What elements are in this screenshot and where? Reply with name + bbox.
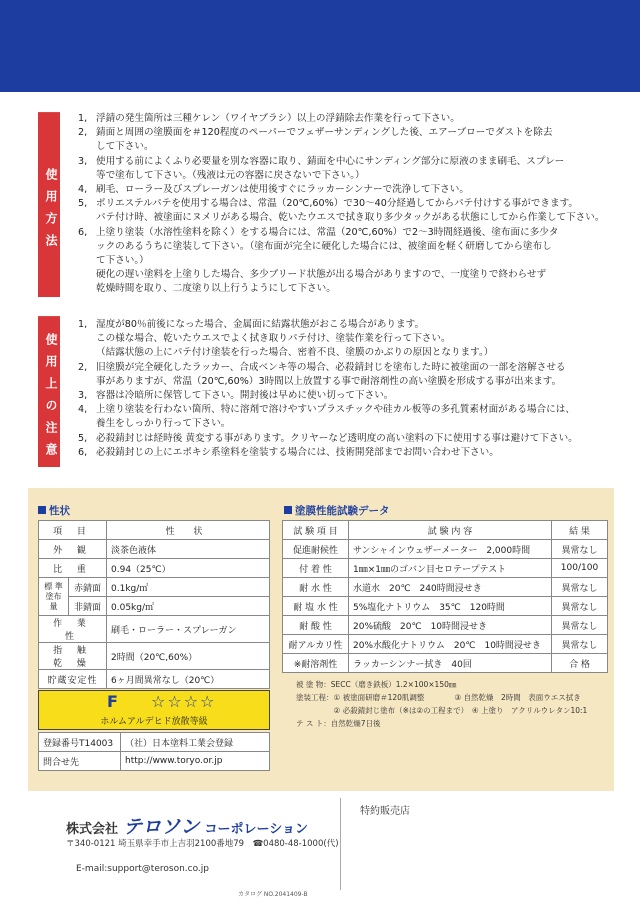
list-item-line: ックのあるうちに塗装して下さい。（塗布面が完全に硬化した場合には、被塗面を軽く研磨してから塗布し	[96, 240, 552, 252]
formaldehyde-caption: ホルムアルデヒド放散等級	[100, 717, 208, 727]
caution-tab-label: 使用上の注意	[38, 317, 60, 467]
table-row	[39, 670, 270, 689]
table-cell: 耐アルカリ性	[283, 635, 349, 654]
list-item-line: 旧塗膜が完全硬化したラッカー、合成ベンキ等の場合、必殺錆封じを塗布した時に被塗面の一部を溶解させる	[96, 361, 566, 373]
list-item-text	[96, 446, 626, 460]
company-address: 〒340-0121 埼玉県幸手市上吉羽2100番地79 ☎0480-48-1000(代)	[66, 839, 339, 849]
company-name: テロソン	[123, 816, 200, 838]
list-item-line: て下さい。）	[96, 255, 149, 267]
table-row	[39, 597, 270, 616]
table-row	[39, 733, 270, 752]
table-header-cell: 性 状	[107, 521, 270, 540]
usage-tab	[38, 112, 60, 296]
list-item-line: 硬化の遅い塗料を上塗りした場合、多少ブリード状態が出る場合がありますので、一度塗りで終わらせず	[96, 269, 547, 281]
list-item	[78, 389, 626, 403]
table-cell: 付 着 性	[283, 559, 349, 578]
table-cell: 非錆面	[69, 597, 107, 616]
table-row	[39, 521, 270, 540]
table-cell: 耐 塩 水 性	[283, 597, 349, 616]
list-item-line: 事がありますが、常温（20℃,60%）3時間以上放置する事で耐溶剤性の高い塗膜を形成する事が出来ます。	[96, 375, 562, 387]
company-email-link[interactable]: E-mail:support@teroson.co.jp	[76, 864, 210, 874]
registration-number: 登録番号T14003	[39, 733, 121, 752]
list-item-line: 浮錆の発生箇所は三種ケレン（ワイヤブラシ）以上の浮錆除去作業を行って下さい。	[96, 113, 460, 124]
list-item	[78, 126, 626, 154]
test-note-line: テ ス ト：自然乾燥7日後	[296, 719, 381, 728]
list-item-number: 4,	[78, 184, 88, 196]
table-cell: 比 重	[39, 559, 107, 578]
table-cell: 異常なし	[552, 578, 608, 597]
list-item-text	[96, 155, 626, 183]
table-header-cell: 試 験 項 目	[283, 521, 349, 540]
list-item-text	[96, 112, 626, 126]
table-cell: 水道水 20℃ 240時間浸せき	[349, 578, 552, 597]
properties-title-text: 性状	[49, 505, 70, 517]
list-item-line: 等で塗布して下さい。（残液は元の容器に戻さないで下さい。）	[96, 169, 365, 181]
table-row	[283, 597, 608, 616]
list-item-line: ポリエステルパテを使用する場合は、常温（20℃,60%）で30〜40分経過してからパテ付けする事ができます。	[96, 198, 578, 210]
usage-list	[78, 112, 626, 297]
list-item-line: 容器は冷暗所に保管して下さい。開封後は早めに使い切って下さい。	[96, 390, 394, 402]
test-note-line: 塗装工程：① 被塗面研磨＃120肌調整 ③ 自然乾燥 2時間 表面ウエス拭き	[296, 693, 581, 702]
table-cell: 異常なし	[552, 597, 608, 616]
test-note-line: 被 塗 物：SECC（磨き鉄板）1.2×100×150㎜	[296, 680, 457, 689]
list-item-line: この様な場合、乾いたウエスでよく拭き取りパテ付け、塗装作業を行って下さい。	[96, 333, 451, 345]
table-cell: 5%塩化ナトリウム 35℃ 120時間	[349, 597, 552, 616]
list-item-number: 2,	[78, 361, 88, 373]
table-cell: 異常なし	[552, 540, 608, 559]
list-item-number: 1,	[78, 113, 88, 124]
list-item-line: 錆面と周囲の塗膜面を＃120程度のペーパーでフェザーサンディングした後、エアーブローでダストを除去	[96, 127, 553, 139]
list-item	[78, 432, 626, 446]
list-item-line: 上塗り塗装を行わない箇所、特に溶剤で溶けやすいプラスチックや硅カル板等の多孔質素材面がある場合には、	[96, 404, 575, 416]
table-row	[283, 540, 608, 559]
properties-title	[38, 503, 70, 518]
header-banner	[0, 0, 640, 92]
table-cell: 赤錆面	[69, 578, 107, 597]
list-item-text	[96, 318, 626, 361]
table-cell: 1㎜×1㎜のゴバン目セロテープテスト	[349, 559, 552, 578]
list-item-line: 刷毛、ローラー及びスプレーガンは使用後すぐにラッカーシンナーで洗浄して下さい。	[96, 184, 469, 196]
company-prefix: 株式会社	[66, 822, 119, 837]
table-row	[39, 752, 270, 771]
list-item-number: 1,	[78, 319, 88, 330]
dealer-label: 特約販売店	[360, 806, 410, 817]
list-item-line: 湿度が80％前後になった場合、金属面に結露状態がおこる場合があります。	[96, 319, 425, 330]
table-cell: 刷毛・ローラー・スプレーガン	[107, 616, 270, 643]
list-item-line: 使用する前によくふり必要量を別な容器に取り、錆面を中心にサンディング部分に原液のまま刷毛、スプレー	[96, 155, 565, 167]
list-item-text	[96, 197, 626, 225]
star-rating-icon: ☆☆☆☆	[151, 692, 217, 711]
list-item-text	[96, 403, 626, 431]
table-row	[39, 559, 270, 578]
footer-divider	[340, 798, 341, 890]
performance-table	[282, 520, 608, 673]
list-item-number: 4,	[78, 404, 88, 416]
list-item-line: 上塗り塗装（水溶性塗料を除く）をする場合には、常温（20℃,60%）で2〜3時間経過後、塗布面に多少タ	[96, 226, 559, 238]
performance-title-text: 塗膜性能試験データ	[295, 505, 390, 517]
table-row	[283, 559, 608, 578]
table-cell: 0.1kg/㎡	[107, 578, 270, 597]
table-cell: 6ヶ月間異常なし（20℃）	[107, 670, 270, 689]
list-item	[78, 446, 626, 460]
properties-table	[38, 520, 270, 689]
list-item-text	[96, 432, 626, 446]
catalog-number: カタログ NO.2041409-B	[238, 891, 308, 898]
list-item	[78, 318, 626, 361]
usage-tab-label: 使用方法	[38, 113, 60, 297]
list-item-line: 必殺錆封じの上にエポキシ系塗料を塗装する場合には、技術開発部までお問い合わせ下さい。	[96, 446, 499, 458]
table-row	[39, 540, 270, 559]
table-cell: 耐 水 性	[283, 578, 349, 597]
caution-list	[78, 318, 626, 460]
table-cell: 作 業 性	[39, 616, 107, 643]
table-row	[39, 643, 270, 670]
test-note-line: ② 必殺錆封じ塗布（※は②の工程まで） ④ 上塗り アクリルウレタン10:1	[296, 706, 588, 715]
list-item-line: 乾燥時間を取り、二度塗り以上行うようにして下さい。	[96, 283, 336, 295]
table-cell: 促進耐候性	[283, 540, 349, 559]
registration-url-link[interactable]: http://www.toryo.or.jp	[121, 752, 270, 771]
table-row	[283, 521, 608, 540]
list-item-text	[96, 361, 626, 389]
table-cell: 外 観	[39, 540, 107, 559]
list-item-line: 必殺錆封じは経時後 黄変する事があります。クリヤーなど透明度の高い塗料の下に使用する事は避けて下さい。	[96, 432, 578, 444]
coverage-label: 標 準 塗布量	[39, 578, 69, 616]
table-cell: 2時間（20℃,60%）	[107, 643, 270, 670]
table-cell: 異常なし	[552, 635, 608, 654]
list-item	[78, 361, 626, 389]
table-cell: 指 触 乾 燥	[39, 643, 107, 670]
list-item-number: 6,	[78, 226, 88, 238]
company-suffix: コーポレーション	[204, 822, 308, 837]
table-header-cell: 項 目	[39, 521, 107, 540]
table-cell: 合 格	[552, 654, 608, 673]
list-item	[78, 403, 626, 431]
list-item	[78, 112, 626, 126]
table-row	[39, 578, 270, 597]
table-row	[283, 578, 608, 597]
table-header-cell: 試 験 内 容	[349, 521, 552, 540]
company-logo	[66, 812, 308, 839]
table-cell: サンシャインウェザーメーター 2,000時間	[349, 540, 552, 559]
table-cell: ※耐溶剤性	[283, 654, 349, 673]
list-item	[78, 197, 626, 225]
list-item-number: 5,	[78, 198, 88, 210]
table-cell: 淡茶色液体	[107, 540, 270, 559]
table-cell: 0.05kg/㎡	[107, 597, 270, 616]
list-item-text	[96, 126, 626, 154]
table-row	[39, 616, 270, 643]
formaldehyde-grade: F	[107, 692, 118, 711]
list-item-line: （結露状態の上にパテ付け塗装を行った場合、密着不良、塗膜のかぶりの原因となります。）	[96, 347, 494, 359]
table-row	[283, 635, 608, 654]
list-item-line: パテ付け時、被塗面にヌメリがある場合、乾いたウエスで拭き取り多少タックがある状態にしてから作業して下さい。	[96, 212, 605, 224]
table-cell: 0.94（25℃）	[107, 559, 270, 578]
list-item-text	[96, 226, 626, 297]
list-item-text	[96, 183, 626, 197]
list-item-number: 3,	[78, 390, 88, 402]
table-row	[283, 616, 608, 635]
table-cell: 100/100	[552, 559, 608, 578]
table-row	[283, 654, 608, 673]
formaldehyde-badge	[38, 690, 270, 730]
contact-label: 問合せ先	[39, 752, 121, 771]
table-cell: 異常なし	[552, 616, 608, 635]
table-cell: 耐 酸 性	[283, 616, 349, 635]
registration-table	[38, 732, 270, 771]
list-item-text	[96, 389, 626, 403]
table-cell: 20%硫酸 20℃ 10時間浸せき	[349, 616, 552, 635]
table-cell: ラッカーシンナー拭き 40回	[349, 654, 552, 673]
list-item-number: 3,	[78, 155, 88, 167]
list-item-line: 養生をしっかり行って下さい。	[96, 418, 231, 430]
list-item-number: 2,	[78, 127, 88, 139]
list-item-line: して下さい。	[96, 141, 154, 153]
list-item	[78, 226, 626, 297]
list-item	[78, 183, 626, 197]
test-notes	[296, 678, 587, 730]
table-header-cell: 結 果	[552, 521, 608, 540]
performance-title	[284, 503, 390, 518]
caution-tab	[38, 316, 60, 466]
list-item	[78, 155, 626, 183]
list-item-number: 6,	[78, 446, 88, 458]
list-item-number: 5,	[78, 432, 88, 444]
table-cell: 貯蔵安定性	[39, 670, 107, 689]
table-cell: 20%水酸化ナトリウム 20℃ 10時間浸せき	[349, 635, 552, 654]
registration-association: （社）日本塗料工業会登録	[121, 733, 270, 752]
